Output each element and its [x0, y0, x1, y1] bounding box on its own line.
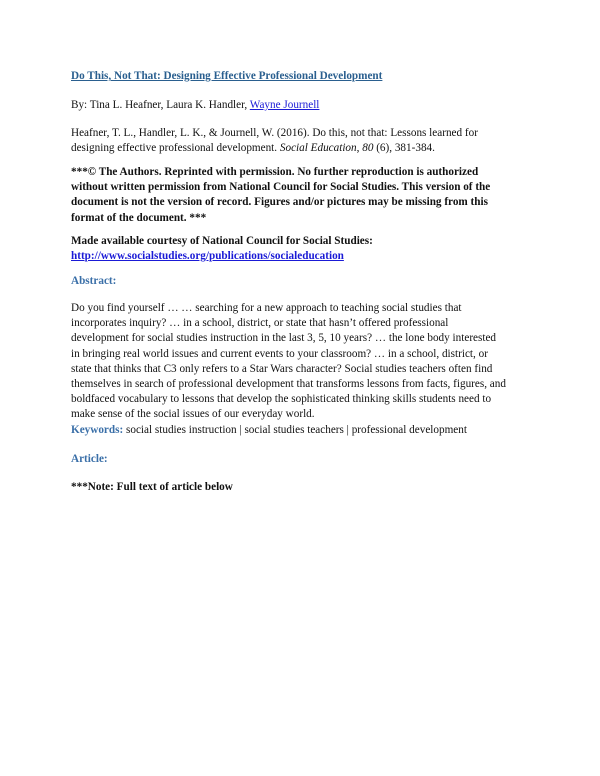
notice-line: format of the document. *** — [71, 211, 207, 224]
citation-line — [71, 141, 531, 156]
notice-line: ***© The Authors. Reprinted with permission. No further reproduction is authorized — [71, 166, 479, 178]
citation — [71, 126, 531, 156]
citation-volume: 80 — [362, 142, 374, 155]
abstract-line: make sense of the social issues of our everyday world. — [71, 408, 315, 421]
article-heading: Article: — [71, 453, 108, 465]
keywords — [71, 423, 531, 438]
copyright-notice — [71, 165, 531, 226]
abstract-heading: Abstract: — [71, 275, 117, 287]
byline — [71, 98, 531, 113]
citation-line: Heafner, T. L., Handler, L. K., & Journell, W. (2016). Do this, not that: Lessons learned for — [71, 127, 478, 139]
abstract-line: themselves in search of professional development that transforms lessons from facts, figures, and — [71, 378, 506, 391]
notice-line: without written permission from National Council for Social Studies. This version of the — [71, 181, 491, 194]
abstract-line: in bringing real world issues and current events to your classroom? … in a school, district, or — [71, 347, 488, 360]
abstract-line: state that thinks that C3 only refers to a Star Wars character? Social studies teachers often find — [71, 362, 493, 375]
citation-journal: Social Education — [279, 142, 357, 155]
abstract-body — [71, 301, 531, 423]
notice-line: document is not the version of record. Figures and/or pictures may be missing from this — [71, 196, 488, 209]
citation-sep: , — [356, 142, 363, 155]
abstract-line: development for social studies instruction in the last 3, 5, 10 years? … the lone body interested — [71, 332, 497, 345]
abstract-line: Do you find yourself … … searching for a new approach to teaching social studies that — [71, 302, 462, 314]
author-link-wayne-journell[interactable]: Wayne Journell — [249, 99, 320, 111]
courtesy-url-link[interactable]: http://www.socialstudies.org/publications/socialeducation — [71, 250, 344, 263]
courtesy-statement — [71, 234, 531, 264]
abstract-line: incorporates inquiry? … in a school, district, or state that hasn’t offered professional — [71, 317, 449, 330]
full-text-note: ***Note: Full text of article below — [71, 481, 233, 493]
citation-text: designing effective professional development. — [71, 142, 280, 155]
citation-pages: (6), 381-384. — [373, 142, 435, 155]
courtesy-text: Made available courtesy of National Council for Social Studies: — [71, 235, 373, 247]
article-title-link[interactable]: Do This, Not That: Designing Effective Professional Development — [71, 70, 383, 82]
byline-authors: By: Tina L. Heafner, Laura K. Handler, — [71, 99, 250, 111]
abstract-line: boldfaced vocabulary to lessons that develop the sophisticated thinking skills students need to — [71, 393, 492, 406]
keywords-label: Keywords: — [71, 424, 124, 436]
keywords-value: social studies instruction | social studies teachers | professional development — [123, 424, 467, 436]
